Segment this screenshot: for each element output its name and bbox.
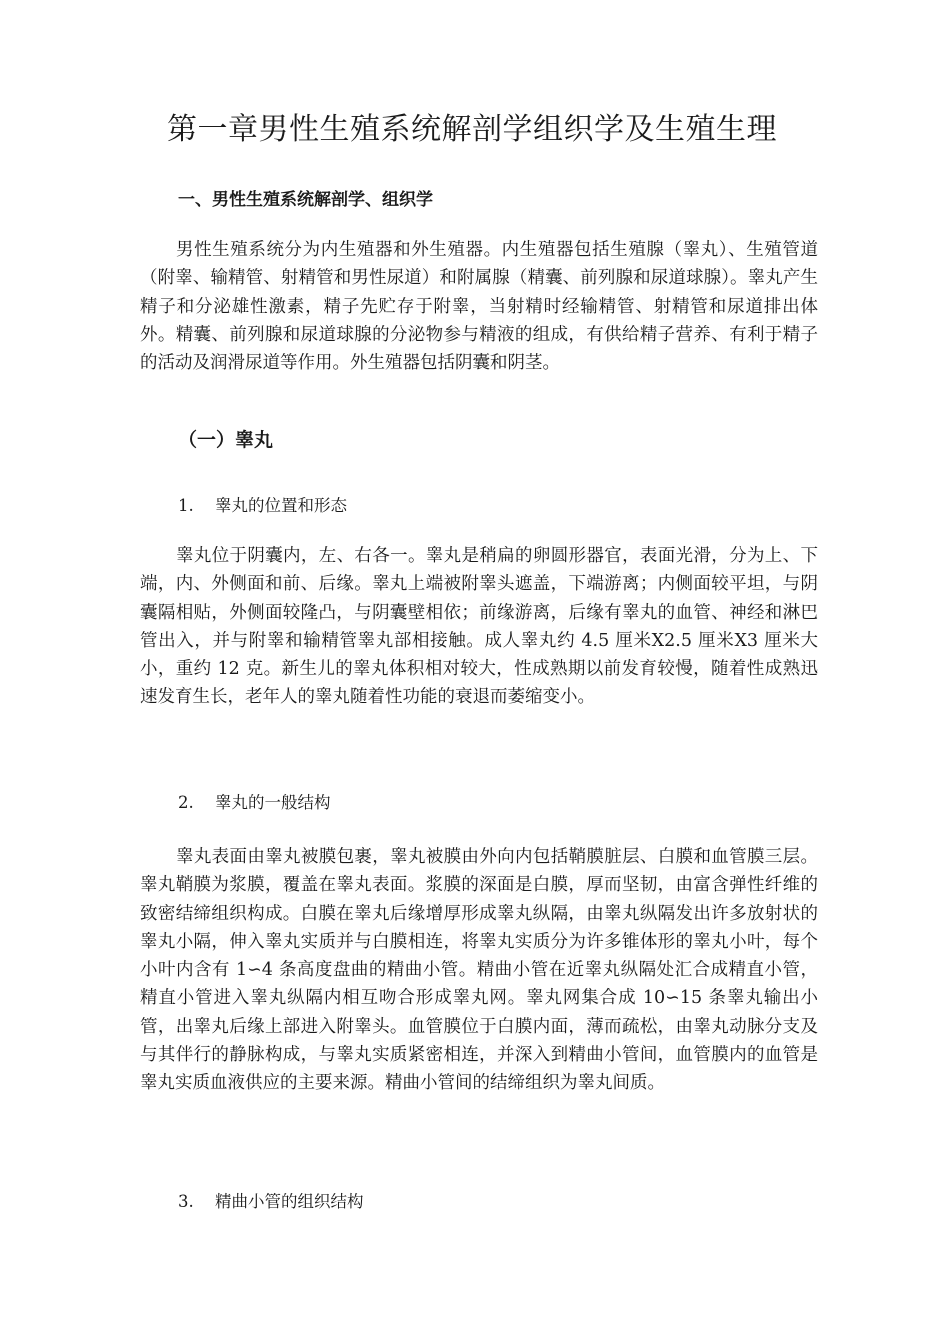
section-heading: 一、男性生殖系统解剖学、组织学 [178, 190, 433, 210]
item-1-paragraph: 睾丸位于阴囊内，左、右各一。睾丸是稍扁的卵圆形器官，表面光滑，分为上、下端，内、外侧面和前、后缘。睾丸上端被附睾头遮盖，下端游离；内侧面较平坦，与阴囊隔相贴，外侧面较隆凸，与阴囊壁相依；前缘游离，后缘有睾丸的血管、神经和淋巴管出入，并与附睾和输精管睾丸部相接触。成人睾丸约 4.5 厘米X2.5 厘米X3 厘米大小，重约 12 克。新生儿的睾丸体积相对较大，性成熟期以前发育较慢，随着性成熟迅速发育生长，老年人的睾丸随着性功能的衰退而萎缩变小。 [140, 546, 818, 708]
item-title: 精曲小管的组织结构 [215, 1192, 364, 1211]
intro-paragraph: 男性生殖系统分为内生殖器和外生殖器。内生殖器包括生殖腺（睾丸）、生殖管道（附睾、输精管、射精管和男性尿道）和附属腺（精囊、前列腺和尿道球腺）。睾丸产生精子和分泌雄性激素，精子先贮存于附睾，当射精时经输精管、射精管和尿道排出体外。精囊、前列腺和尿道球腺的分泌物参与精液的组成，有供给精子营养、有利于精子的活动及润滑尿道等作用。外生殖器包括阴囊和阴茎。 [140, 240, 818, 374]
item-heading-1 [178, 492, 347, 520]
item-title: 睾丸的位置和形态 [215, 496, 347, 515]
item-heading-2 [178, 789, 331, 817]
item-2-paragraph: 睾丸表面由睾丸被膜包裹，睾丸被膜由外向内包括鞘膜脏层、白膜和血管膜三层。睾丸鞘膜为浆膜，覆盖在睾丸表面。浆膜的深面是白膜，厚而坚韧，由富含弹性纤维的致密结缔组织构成。白膜在睾丸后缘增厚形成睾丸纵隔，由睾丸纵隔发出许多放射状的睾丸小隔，伸入睾丸实质并与白膜相连，将睾丸实质分为许多锥体形的睾丸小叶，每个小叶内含有 1∽4 条高度盘曲的精曲小管。精曲小管在近睾丸纵隔处汇合成精直小管，精直小管进入睾丸纵隔内相互吻合形成睾丸网。睾丸网集合成 10∽15 条睾丸输出小管，出睾丸后缘上部进入附睾头。血管膜位于白膜内面，薄而疏松，由睾丸动脉分支及与其伴行的静脉构成，与睾丸实质紧密相连，并深入到精曲小管间，血管膜内的血管是睾丸实质血液供应的主要来源。精曲小管间的结缔组织为睾丸间质。 [140, 847, 818, 1094]
subsection-heading: （一）睾丸 [178, 429, 274, 451]
item-number: 1. [178, 496, 194, 515]
item-number: 2. [178, 793, 194, 812]
item-number: 3. [178, 1192, 194, 1211]
chapter-title: 第一章男性生殖系统解剖学组织学及生殖生理 [167, 112, 777, 147]
item-heading-3 [178, 1188, 364, 1216]
item-title: 睾丸的一般结构 [215, 793, 331, 812]
